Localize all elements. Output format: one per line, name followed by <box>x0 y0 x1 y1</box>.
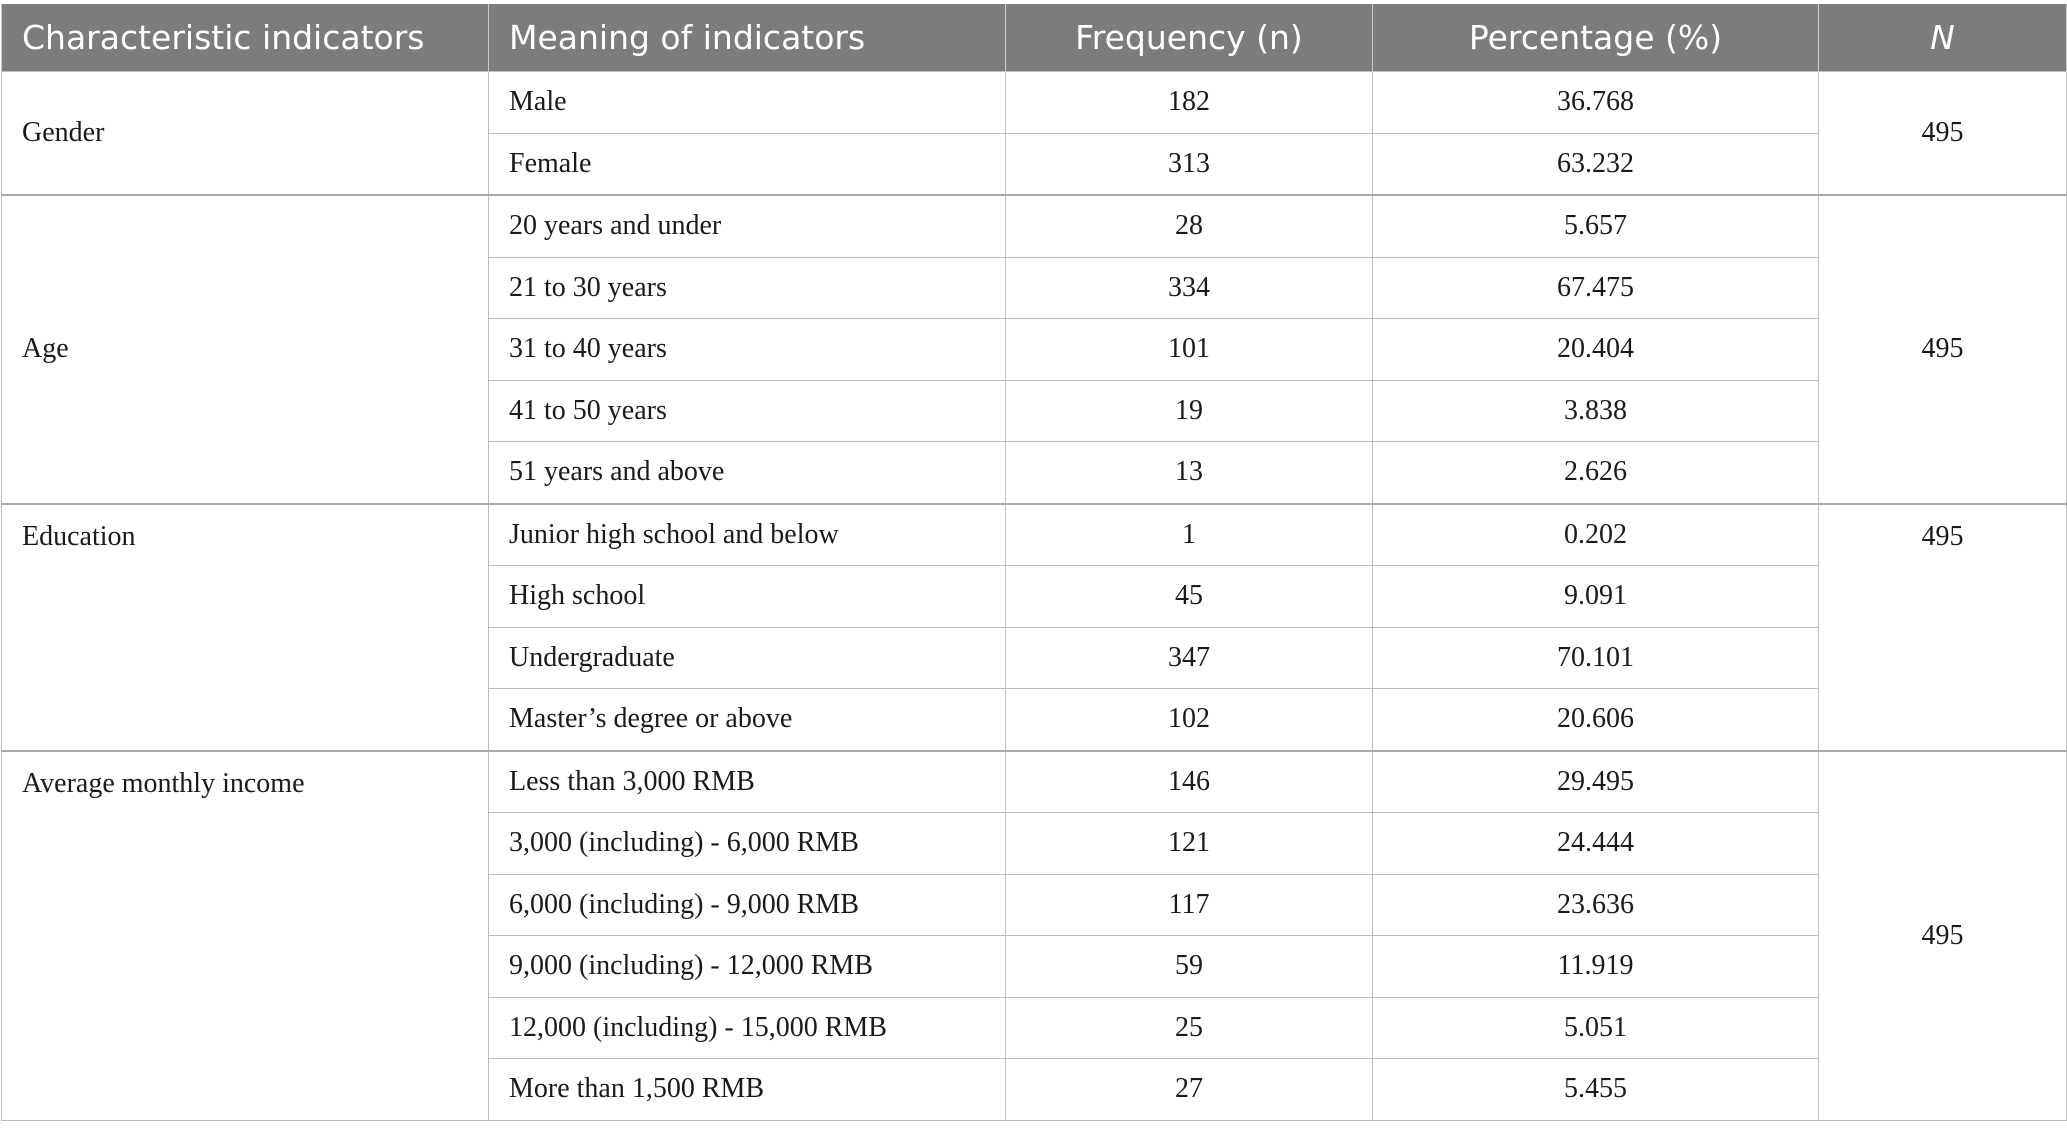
group-n-gender: 495 <box>1819 72 2067 196</box>
frequency-cell: 101 <box>1006 319 1373 381</box>
group-label-income: Average monthly income <box>2 751 489 1121</box>
percentage-cell: 36.768 <box>1373 72 1819 134</box>
meaning-cell: Female <box>489 133 1006 195</box>
header-characteristic: Characteristic indicators <box>2 4 489 72</box>
frequency-cell: 334 <box>1006 257 1373 319</box>
frequency-cell: 313 <box>1006 133 1373 195</box>
percentage-cell: 3.838 <box>1373 380 1819 442</box>
frequency-cell: 28 <box>1006 195 1373 257</box>
header-percentage: Percentage (%) <box>1373 4 1819 72</box>
meaning-cell: 9,000 (including) - 12,000 RMB <box>489 936 1006 998</box>
frequency-cell: 59 <box>1006 936 1373 998</box>
frequency-cell: 102 <box>1006 689 1373 751</box>
meaning-cell: Less than 3,000 RMB <box>489 751 1006 813</box>
meaning-cell: 41 to 50 years <box>489 380 1006 442</box>
frequency-cell: 146 <box>1006 751 1373 813</box>
header-row <box>2 4 2067 72</box>
header-frequency: Frequency (n) <box>1006 4 1373 72</box>
frequency-cell: 117 <box>1006 874 1373 936</box>
table-row <box>2 751 2067 813</box>
percentage-cell: 11.919 <box>1373 936 1819 998</box>
meaning-cell: More than 1,500 RMB <box>489 1059 1006 1121</box>
meaning-cell: 3,000 (including) - 6,000 RMB <box>489 813 1006 875</box>
table-row <box>2 72 2067 134</box>
group-n-education: 495 <box>1819 504 2067 751</box>
frequency-cell: 347 <box>1006 627 1373 689</box>
percentage-cell: 5.657 <box>1373 195 1819 257</box>
group-n-age: 495 <box>1819 195 2067 504</box>
meaning-cell: 51 years and above <box>489 442 1006 504</box>
percentage-cell: 29.495 <box>1373 751 1819 813</box>
table-row <box>2 504 2067 566</box>
percentage-cell: 24.444 <box>1373 813 1819 875</box>
meaning-cell: Master’s degree or above <box>489 689 1006 751</box>
percentage-cell: 5.051 <box>1373 997 1819 1059</box>
group-label-education: Education <box>2 504 489 751</box>
meaning-cell: 20 years and under <box>489 195 1006 257</box>
frequency-cell: 25 <box>1006 997 1373 1059</box>
meaning-cell: Undergraduate <box>489 627 1006 689</box>
percentage-cell: 20.606 <box>1373 689 1819 751</box>
percentage-cell: 70.101 <box>1373 627 1819 689</box>
frequency-cell: 27 <box>1006 1059 1373 1121</box>
meaning-cell: 12,000 (including) - 15,000 RMB <box>489 997 1006 1059</box>
percentage-cell: 0.202 <box>1373 504 1819 566</box>
percentage-cell: 20.404 <box>1373 319 1819 381</box>
demographics-table <box>1 4 2067 1121</box>
meaning-cell: High school <box>489 566 1006 628</box>
frequency-cell: 121 <box>1006 813 1373 875</box>
header-meaning: Meaning of indicators <box>489 4 1006 72</box>
meaning-cell: 31 to 40 years <box>489 319 1006 381</box>
group-label-age: Age <box>2 195 489 504</box>
percentage-cell: 63.232 <box>1373 133 1819 195</box>
table-row <box>2 195 2067 257</box>
meaning-cell: Junior high school and below <box>489 504 1006 566</box>
frequency-cell: 19 <box>1006 380 1373 442</box>
frequency-cell: 1 <box>1006 504 1373 566</box>
group-label-gender: Gender <box>2 72 489 196</box>
percentage-cell: 2.626 <box>1373 442 1819 504</box>
table-header <box>2 4 2067 72</box>
frequency-cell: 13 <box>1006 442 1373 504</box>
meaning-cell: Male <box>489 72 1006 134</box>
percentage-cell: 23.636 <box>1373 874 1819 936</box>
percentage-cell: 5.455 <box>1373 1059 1819 1121</box>
group-n-income: 495 <box>1819 751 2067 1121</box>
percentage-cell: 9.091 <box>1373 566 1819 628</box>
meaning-cell: 6,000 (including) - 9,000 RMB <box>489 874 1006 936</box>
percentage-cell: 67.475 <box>1373 257 1819 319</box>
frequency-cell: 182 <box>1006 72 1373 134</box>
frequency-cell: 45 <box>1006 566 1373 628</box>
header-n: N <box>1819 4 2067 72</box>
meaning-cell: 21 to 30 years <box>489 257 1006 319</box>
table-container <box>1 4 2066 1121</box>
table-body <box>2 72 2067 1121</box>
